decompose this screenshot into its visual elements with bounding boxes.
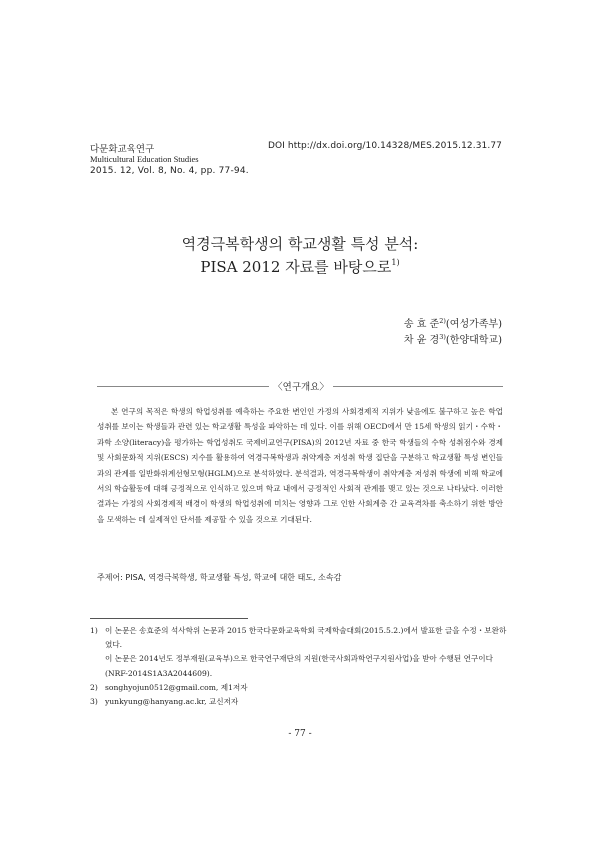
author-2-affiliation: (한양대학교)	[445, 335, 502, 346]
footnote-email[interactable]: songhyojun0512@gmail.com, 제1저자	[105, 682, 248, 692]
paper-title-line2	[0, 256, 600, 277]
keywords: 주제어: PISA, 역경극복학생, 학교생활 특성, 학교에 대한 태도, 소속감	[97, 573, 342, 582]
paper-title-line2-text: PISA 2012 자료를 바탕으로	[200, 258, 392, 276]
footnote-1	[90, 624, 510, 652]
author-2-footnote-mark[interactable]: 3)	[439, 333, 446, 341]
author-1-name: 송 효 준	[403, 319, 440, 330]
paper-title-line1: 역경극복학생의 학교생활 특성 분석:	[181, 235, 419, 253]
footnotes	[90, 624, 510, 709]
page-number: - 77 -	[288, 729, 312, 739]
title-footnote-mark[interactable]: 1)	[391, 258, 400, 267]
abstract-body: 본 연구의 목적은 학생의 학업성취를 예측하는 주요한 변인인 가정의 사회경제적 지위가 낮음에도 불구하고 높은 학업성취를 보이는 학생들과 관련 있는 학교생활 특성을 파악하는 데 있다. 이를 위해 OECD에서 만 15세 학생의 읽기・수학・과학 소양(literacy)을 평가하는 학업성취도 국제비교연구(PISA)의 2012년 자료 중 한국 학생들의 수학 성취점수와 경제 및 사회문화적 지위(ESCS) 지수를 활용하여 역경극복학생과 취약계층 저성취 학생 집단을 구분하고 학교생활 특성 변인들과의 관계를 일반화위계선형모형(HGLM)으로 분석하였다. 분석결과, 역경극복학생이 취약계층 저성취 학생에 비해 학교에서의 학습활동에 대해 긍정적으로 인식하고 있으며 학교 내에서 긍정적인 사회적 관계를 맺고 있는 것으로 나타났다. 이러한 결과는 가정의 사회경제적 배경이 학생의 학업성취에 미치는 영향과 그로 인한 사회계층 간 교육격차를 축소하기 위한 방안을 모색하는 데 실제적인 단서를 제공할 수 있을 것으로 기대된다.	[97, 407, 503, 524]
footnote-2	[90, 681, 510, 695]
author-2	[404, 331, 502, 346]
journal-title-korean: 다문화교육연구	[90, 144, 155, 155]
journal-issue: 2015. 12, Vol. 8, No. 4, pp. 77-94.	[90, 166, 249, 176]
footnote-text: 이 논문은 송효준의 석사학위 논문과 2015 한국다문화교육학회 국제학술대회(2015.5.2.)에서 발표한 글을 수정・보완하였다.	[105, 626, 507, 650]
footnote-rule	[90, 618, 248, 619]
abstract-heading: 〈연구개요〉	[273, 382, 329, 393]
footnote-text: 이 논문은 2014년도 정부재원(교육부)으로 한국연구재단의 지원(한국사회과학연구지원사업)을 받아 수행된 연구이다(NRF-2014S1A3A2044609).	[105, 654, 493, 678]
journal-title-english: Multicultural Education Studies	[90, 154, 199, 164]
footnote-3	[90, 695, 510, 709]
doi-link[interactable]: DOI http://dx.doi.org/10.14328/MES.2015.12.31.77	[267, 141, 502, 151]
footnote-number: 3)	[90, 697, 98, 707]
author-1-footnote-mark[interactable]: 2)	[439, 317, 446, 325]
footnote-email[interactable]: yunkyung@hanyang.ac.kr, 교신저자	[105, 697, 239, 707]
author-2-name: 차 윤 경	[403, 335, 440, 346]
author-1-affiliation: (여성가족부)	[445, 319, 502, 330]
footnote-number: 2)	[90, 682, 98, 692]
footnote-1-continued	[90, 652, 510, 680]
footnote-number: 1)	[90, 626, 98, 635]
author-1	[404, 315, 502, 330]
abstract-divider-left	[97, 386, 269, 387]
abstract-divider-right	[333, 386, 503, 387]
